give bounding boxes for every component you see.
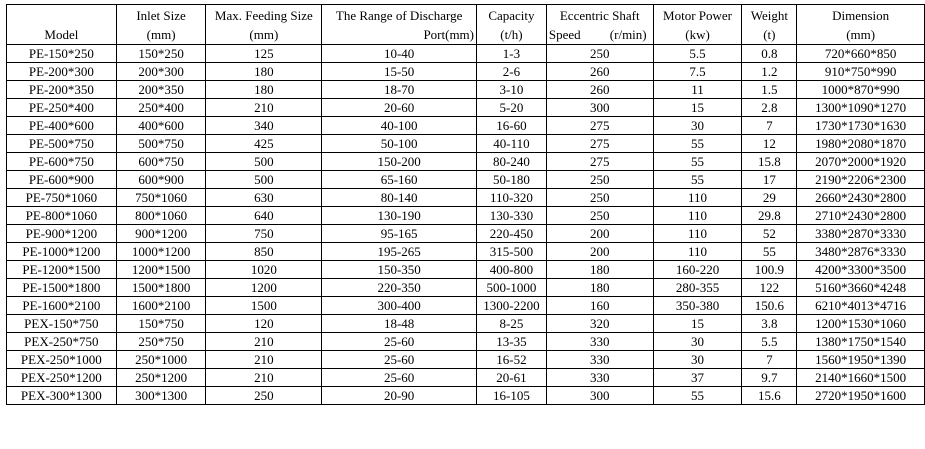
cell-motor-power: 350-380: [653, 297, 742, 315]
cell-inlet-size: 600*900: [116, 171, 206, 189]
cell-motor-power: 55: [653, 135, 742, 153]
cell-max-feeding-size: 850: [206, 243, 322, 261]
cell-motor-power: 110: [653, 243, 742, 261]
cell-max-feeding-size: 640: [206, 207, 322, 225]
cell-eccentric-speed: 160: [546, 297, 653, 315]
cell-capacity: 16-105: [477, 387, 547, 405]
cell-dimension: 2720*1950*1600: [797, 387, 925, 405]
cell-model: PEX-150*750: [7, 315, 117, 333]
cell-discharge-range: 15-50: [322, 63, 477, 81]
cell-max-feeding-size: 750: [206, 225, 322, 243]
cell-capacity: 400-800: [477, 261, 547, 279]
cell-eccentric-speed: 180: [546, 261, 653, 279]
cell-eccentric-speed: 250: [546, 171, 653, 189]
jaw-crusher-spec-table: [6, 4, 925, 405]
cell-capacity: 40-110: [477, 135, 547, 153]
cell-motor-power: 30: [653, 333, 742, 351]
cell-weight: 17: [742, 171, 797, 189]
table-row: [7, 351, 925, 369]
cell-capacity: 130-330: [477, 207, 547, 225]
cell-capacity: 50-180: [477, 171, 547, 189]
cell-model: PE-800*1060: [7, 207, 117, 225]
header-eccentric-sub: [547, 25, 653, 44]
cell-model: PE-400*600: [7, 117, 117, 135]
cell-discharge-range: 150-200: [322, 153, 477, 171]
cell-max-feeding-size: 1200: [206, 279, 322, 297]
cell-dimension: 6210*4013*4716: [797, 297, 925, 315]
table-row: [7, 207, 925, 225]
cell-eccentric-speed: 330: [546, 351, 653, 369]
cell-motor-power: 15: [653, 315, 742, 333]
cell-eccentric-speed: 320: [546, 315, 653, 333]
cell-inlet-size: 250*1000: [116, 351, 206, 369]
cell-discharge-range: 65-160: [322, 171, 477, 189]
cell-max-feeding-size: 210: [206, 99, 322, 117]
table-row: [7, 297, 925, 315]
cell-max-feeding-size: 500: [206, 153, 322, 171]
cell-capacity: 20-61: [477, 369, 547, 387]
cell-max-feeding-size: 340: [206, 117, 322, 135]
table-row: [7, 333, 925, 351]
cell-motor-power: 110: [653, 189, 742, 207]
cell-max-feeding-size: 120: [206, 315, 322, 333]
cell-eccentric-speed: 260: [546, 81, 653, 99]
cell-max-feeding-size: 125: [206, 45, 322, 63]
spec-table-container: [6, 4, 925, 405]
cell-weight: 100.9: [742, 261, 797, 279]
cell-capacity: 5-20: [477, 99, 547, 117]
cell-discharge-range: 300-400: [322, 297, 477, 315]
header-speed-unit: (r/min): [609, 26, 647, 42]
cell-dimension: 1980*2080*1870: [797, 135, 925, 153]
header-discharge: [322, 5, 477, 45]
table-row: [7, 63, 925, 81]
cell-discharge-range: 195-265: [322, 243, 477, 261]
cell-capacity: 13-35: [477, 333, 547, 351]
cell-max-feeding-size: 210: [206, 333, 322, 351]
table-row: [7, 135, 925, 153]
cell-discharge-range: 18-70: [322, 81, 477, 99]
cell-weight: 3.8: [742, 315, 797, 333]
cell-capacity: 80-240: [477, 153, 547, 171]
header-inlet-size-unit: (mm): [146, 26, 176, 42]
header-weight-label: Weight: [750, 7, 788, 23]
header-dimension-unit: (mm): [846, 26, 876, 42]
cell-model: PE-1500*1800: [7, 279, 117, 297]
cell-model: PE-600*900: [7, 171, 117, 189]
cell-eccentric-speed: 200: [546, 243, 653, 261]
cell-discharge-range: 25-60: [322, 369, 477, 387]
cell-model: PE-200*350: [7, 81, 117, 99]
cell-model: PE-750*1060: [7, 189, 117, 207]
cell-capacity: 220-450: [477, 225, 547, 243]
cell-dimension: 3480*2876*3330: [797, 243, 925, 261]
cell-motor-power: 280-355: [653, 279, 742, 297]
cell-eccentric-speed: 300: [546, 99, 653, 117]
cell-motor-power: 110: [653, 207, 742, 225]
cell-discharge-range: 130-190: [322, 207, 477, 225]
cell-model: PE-1000*1200: [7, 243, 117, 261]
cell-model: PEX-250*750: [7, 333, 117, 351]
header-motor-power-unit: (kw): [685, 26, 710, 42]
table-row: [7, 369, 925, 387]
cell-weight: 122: [742, 279, 797, 297]
cell-eccentric-speed: 330: [546, 369, 653, 387]
cell-model: PE-250*400: [7, 99, 117, 117]
cell-motor-power: 55: [653, 153, 742, 171]
cell-eccentric-speed: 275: [546, 117, 653, 135]
table-row: [7, 81, 925, 99]
cell-weight: 7: [742, 351, 797, 369]
cell-discharge-range: 18-48: [322, 315, 477, 333]
cell-max-feeding-size: 500: [206, 171, 322, 189]
cell-dimension: 3380*2870*3330: [797, 225, 925, 243]
cell-inlet-size: 1600*2100: [116, 297, 206, 315]
cell-discharge-range: 95-165: [322, 225, 477, 243]
cell-weight: 2.8: [742, 99, 797, 117]
table-row: [7, 117, 925, 135]
cell-max-feeding-size: 1020: [206, 261, 322, 279]
header-motor-power: [653, 5, 742, 45]
cell-capacity: 3-10: [477, 81, 547, 99]
cell-dimension: 720*660*850: [797, 45, 925, 63]
cell-inlet-size: 400*600: [116, 117, 206, 135]
cell-inlet-size: 200*350: [116, 81, 206, 99]
cell-eccentric-speed: 200: [546, 225, 653, 243]
cell-discharge-range: 25-60: [322, 351, 477, 369]
cell-dimension: 1380*1750*1540: [797, 333, 925, 351]
cell-inlet-size: 250*750: [116, 333, 206, 351]
cell-model: PE-900*1200: [7, 225, 117, 243]
cell-capacity: 16-60: [477, 117, 547, 135]
cell-motor-power: 55: [653, 171, 742, 189]
cell-dimension: 1000*870*990: [797, 81, 925, 99]
cell-dimension: 1730*1730*1630: [797, 117, 925, 135]
cell-discharge-range: 150-350: [322, 261, 477, 279]
cell-inlet-size: 250*1200: [116, 369, 206, 387]
cell-max-feeding-size: 210: [206, 351, 322, 369]
header-weight: [742, 5, 797, 45]
cell-capacity: 1300-2200: [477, 297, 547, 315]
cell-max-feeding-size: 250: [206, 387, 322, 405]
cell-eccentric-speed: 300: [546, 387, 653, 405]
header-inlet-size: [116, 5, 206, 45]
cell-eccentric-speed: 250: [546, 189, 653, 207]
header-capacity-label: Capacity: [488, 7, 535, 23]
cell-weight: 29.8: [742, 207, 797, 225]
header-max-feeding-unit: (mm): [249, 26, 279, 42]
cell-inlet-size: 900*1200: [116, 225, 206, 243]
cell-model: PE-500*750: [7, 135, 117, 153]
cell-capacity: 500-1000: [477, 279, 547, 297]
cell-max-feeding-size: 180: [206, 81, 322, 99]
cell-dimension: 2710*2430*2800: [797, 207, 925, 225]
table-row: [7, 225, 925, 243]
cell-motor-power: 30: [653, 117, 742, 135]
cell-eccentric-speed: 260: [546, 63, 653, 81]
header-dimension-label: Dimension: [832, 7, 890, 23]
cell-weight: 52: [742, 225, 797, 243]
cell-max-feeding-size: 210: [206, 369, 322, 387]
header-inlet-size-label: Inlet Size: [136, 7, 186, 23]
cell-inlet-size: 800*1060: [116, 207, 206, 225]
header-dimension: [797, 5, 925, 45]
cell-model: PE-200*300: [7, 63, 117, 81]
table-row: [7, 45, 925, 63]
cell-dimension: 1560*1950*1390: [797, 351, 925, 369]
cell-inlet-size: 150*250: [116, 45, 206, 63]
cell-max-feeding-size: 425: [206, 135, 322, 153]
cell-capacity: 8-25: [477, 315, 547, 333]
cell-inlet-size: 250*400: [116, 99, 206, 117]
cell-weight: 150.6: [742, 297, 797, 315]
cell-weight: 15.6: [742, 387, 797, 405]
table-row: [7, 171, 925, 189]
cell-weight: 7: [742, 117, 797, 135]
header-max-feeding-label: Max. Feeding Size: [214, 7, 313, 23]
header-eccentric-speed: [546, 5, 653, 45]
header-eccentric-label: Eccentric Shaft: [559, 7, 640, 23]
cell-motor-power: 30: [653, 351, 742, 369]
cell-motor-power: 37: [653, 369, 742, 387]
cell-eccentric-speed: 180: [546, 279, 653, 297]
table-row: [7, 153, 925, 171]
cell-discharge-range: 50-100: [322, 135, 477, 153]
cell-capacity: 315-500: [477, 243, 547, 261]
cell-max-feeding-size: 1500: [206, 297, 322, 315]
header-discharge-unit: Port(mm): [423, 26, 474, 42]
header-max-feeding: [206, 5, 322, 45]
cell-weight: 9.7: [742, 369, 797, 387]
cell-discharge-range: 20-60: [322, 99, 477, 117]
cell-motor-power: 15: [653, 99, 742, 117]
table-body: [7, 45, 925, 405]
cell-model: PEX-300*1300: [7, 387, 117, 405]
cell-weight: 55: [742, 243, 797, 261]
cell-discharge-range: 25-60: [322, 333, 477, 351]
cell-eccentric-speed: 250: [546, 45, 653, 63]
header-model: [7, 5, 117, 45]
table-row: [7, 189, 925, 207]
header-discharge-label: The Range of Discharge: [335, 7, 463, 23]
cell-motor-power: 160-220: [653, 261, 742, 279]
cell-dimension: 2070*2000*1920: [797, 153, 925, 171]
cell-model: PE-150*250: [7, 45, 117, 63]
cell-max-feeding-size: 180: [206, 63, 322, 81]
cell-inlet-size: 500*750: [116, 135, 206, 153]
cell-model: PE-1200*1500: [7, 261, 117, 279]
cell-capacity: 16-52: [477, 351, 547, 369]
cell-dimension: 1300*1090*1270: [797, 99, 925, 117]
cell-model: PE-600*750: [7, 153, 117, 171]
cell-eccentric-speed: 275: [546, 135, 653, 153]
cell-inlet-size: 150*750: [116, 315, 206, 333]
cell-capacity: 2-6: [477, 63, 547, 81]
cell-inlet-size: 200*300: [116, 63, 206, 81]
cell-inlet-size: 750*1060: [116, 189, 206, 207]
cell-weight: 29: [742, 189, 797, 207]
cell-discharge-range: 10-40: [322, 45, 477, 63]
cell-capacity: 1-3: [477, 45, 547, 63]
cell-dimension: 910*750*990: [797, 63, 925, 81]
table-row: [7, 261, 925, 279]
cell-motor-power: 7.5: [653, 63, 742, 81]
cell-model: PEX-250*1000: [7, 351, 117, 369]
cell-inlet-size: 1000*1200: [116, 243, 206, 261]
cell-discharge-range: 80-140: [322, 189, 477, 207]
table-row: [7, 315, 925, 333]
cell-discharge-range: 20-90: [322, 387, 477, 405]
cell-inlet-size: 1500*1800: [116, 279, 206, 297]
cell-capacity: 110-320: [477, 189, 547, 207]
cell-discharge-range: 40-100: [322, 117, 477, 135]
cell-eccentric-speed: 330: [546, 333, 653, 351]
table-header: [7, 5, 925, 45]
cell-dimension: 1200*1530*1060: [797, 315, 925, 333]
cell-inlet-size: 600*750: [116, 153, 206, 171]
header-capacity-unit: (t/h): [500, 26, 523, 42]
table-row: [7, 99, 925, 117]
cell-weight: 15.8: [742, 153, 797, 171]
header-motor-power-label: Motor Power: [663, 7, 733, 23]
cell-weight: 5.5: [742, 333, 797, 351]
cell-model: PE-1600*2100: [7, 297, 117, 315]
cell-weight: 1.5: [742, 81, 797, 99]
cell-inlet-size: 300*1300: [116, 387, 206, 405]
cell-model: PEX-250*1200: [7, 369, 117, 387]
cell-dimension: 2140*1660*1500: [797, 369, 925, 387]
cell-dimension: 2190*2206*2300: [797, 171, 925, 189]
cell-discharge-range: 220-350: [322, 279, 477, 297]
cell-motor-power: 5.5: [653, 45, 742, 63]
cell-dimension: 2660*2430*2800: [797, 189, 925, 207]
cell-motor-power: 110: [653, 225, 742, 243]
header-row: [7, 5, 925, 45]
table-row: [7, 243, 925, 261]
header-capacity: [477, 5, 547, 45]
table-row: [7, 387, 925, 405]
cell-eccentric-speed: 250: [546, 207, 653, 225]
header-weight-unit: (t): [763, 26, 776, 42]
cell-dimension: 5160*3660*4248: [797, 279, 925, 297]
cell-weight: 0.8: [742, 45, 797, 63]
cell-max-feeding-size: 630: [206, 189, 322, 207]
cell-dimension: 4200*3300*3500: [797, 261, 925, 279]
cell-inlet-size: 1200*1500: [116, 261, 206, 279]
cell-weight: 12: [742, 135, 797, 153]
cell-weight: 1.2: [742, 63, 797, 81]
cell-motor-power: 55: [653, 387, 742, 405]
table-row: [7, 279, 925, 297]
cell-eccentric-speed: 275: [546, 153, 653, 171]
cell-motor-power: 11: [653, 81, 742, 99]
header-model-label: Model: [44, 27, 79, 42]
header-speed-label: Speed: [548, 26, 581, 42]
